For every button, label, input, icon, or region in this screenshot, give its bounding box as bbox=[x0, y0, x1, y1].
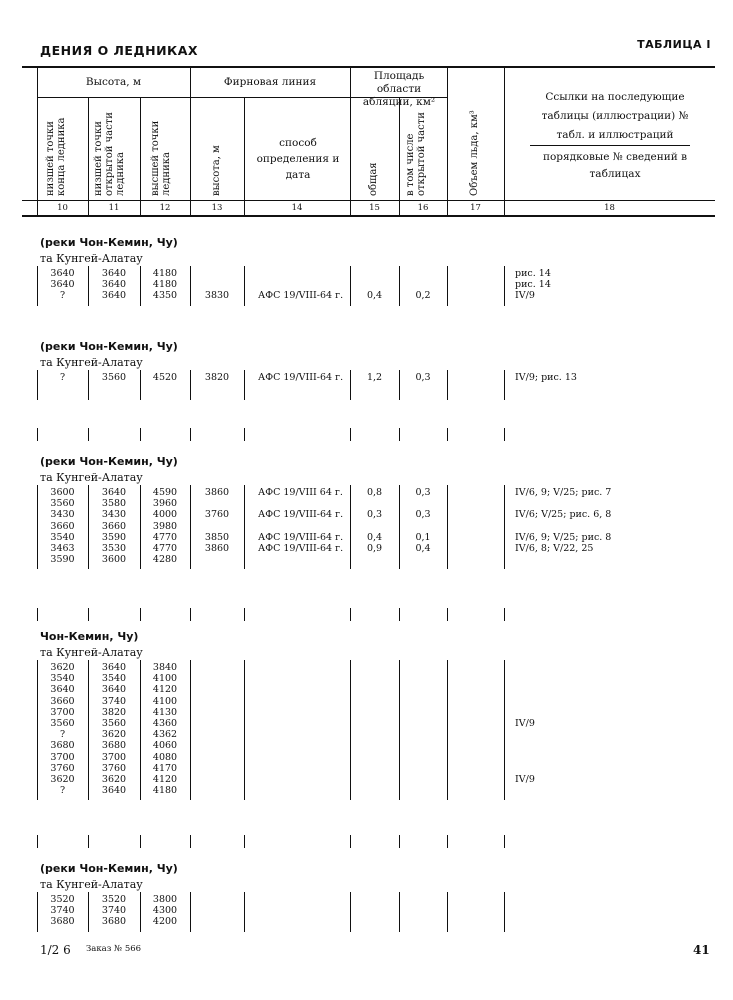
table-cell: 3590 bbox=[50, 554, 75, 566]
separator-tick bbox=[447, 835, 448, 848]
table-cell: 3860 bbox=[204, 487, 230, 498]
table-cell: 0,1 bbox=[415, 531, 431, 543]
table-cell: 0,3 bbox=[415, 372, 431, 383]
height-group-rule bbox=[37, 97, 190, 98]
table-cell: 0,9 bbox=[366, 543, 383, 554]
col13-header: высота, м bbox=[211, 145, 222, 196]
separator-tick bbox=[190, 608, 191, 621]
column-rule bbox=[447, 370, 448, 400]
table-cell: 4520 bbox=[152, 372, 178, 383]
table-cell: 3640 bbox=[101, 268, 127, 279]
section-subtitle: та Кунгей-Алатау bbox=[40, 356, 143, 369]
table-cell: 3760 bbox=[50, 762, 75, 774]
table-cell: 3660 bbox=[101, 520, 127, 532]
column-rule bbox=[504, 892, 505, 932]
table-cell: 0,3 bbox=[366, 509, 383, 521]
table-cell: 3430 bbox=[101, 509, 127, 521]
separator-tick bbox=[504, 428, 505, 441]
reference-cell: IV/6, 8; V/22, 25 bbox=[515, 543, 594, 554]
separator-tick bbox=[37, 428, 38, 441]
table-cell: 3700 bbox=[50, 751, 75, 763]
col-divider bbox=[350, 66, 351, 216]
separator-tick bbox=[350, 835, 351, 848]
table-cell: 3560 bbox=[101, 372, 127, 383]
table-cell: 4120 bbox=[152, 774, 178, 785]
table-cell: ? bbox=[59, 785, 66, 797]
table-cell: 3640 bbox=[101, 684, 127, 696]
reference-cell: IV/9 bbox=[515, 774, 535, 785]
table-cell: 0,3 bbox=[415, 509, 431, 521]
table-cell: 4100 bbox=[152, 673, 178, 685]
column-rule bbox=[447, 485, 448, 569]
table-cell: 3600 bbox=[101, 554, 127, 566]
table-cell: 3680 bbox=[101, 740, 127, 752]
table-cell: 3620 bbox=[50, 774, 75, 785]
table-cell: 3830 bbox=[204, 290, 230, 302]
section-subtitle: та Кунгей-Алатау bbox=[40, 252, 143, 265]
section-subtitle: та Кунгей-Алатау bbox=[40, 471, 143, 484]
table-cell: 1,2 bbox=[366, 372, 383, 383]
refs-split-rule bbox=[530, 145, 690, 146]
column-rule bbox=[447, 892, 448, 932]
table-cell: 3463 bbox=[50, 543, 75, 554]
table-cell: 3680 bbox=[50, 740, 75, 752]
table-cell: 3760 bbox=[101, 762, 127, 774]
col14-header: способ определения и дата bbox=[256, 137, 340, 181]
col18-header-bottom: порядковые № сведений в таблицах bbox=[542, 151, 688, 180]
table-cell: 0,4 bbox=[366, 290, 383, 302]
section-subtitle: та Кунгей-Алатау bbox=[40, 646, 143, 659]
table-cell: 3600 bbox=[50, 487, 75, 498]
table-cell: 3660 bbox=[50, 695, 75, 707]
col-number: 17 bbox=[470, 203, 481, 213]
col-number: 16 bbox=[417, 203, 429, 213]
separator-tick bbox=[88, 835, 89, 848]
col-number: 11 bbox=[108, 203, 120, 213]
table-cell: 4300 bbox=[152, 905, 178, 917]
table-cell: 4130 bbox=[152, 706, 178, 718]
table-cell: 4770 bbox=[152, 543, 178, 554]
reference-cell: IV/9; рис. 13 bbox=[515, 372, 577, 383]
table-cell: 4180 bbox=[152, 279, 178, 291]
column-rule bbox=[504, 485, 505, 569]
col10-header: низшей точки конца ледника bbox=[45, 117, 67, 196]
table-cell: ? bbox=[59, 372, 66, 383]
table-cell: 3520 bbox=[101, 894, 127, 905]
table-top-rule bbox=[22, 66, 715, 68]
table-cell: 3760 bbox=[204, 509, 230, 521]
col-number: 12 bbox=[159, 203, 171, 213]
table-cell: 3680 bbox=[101, 916, 127, 928]
table-cell: 4180 bbox=[152, 268, 178, 279]
section-subtitle: та Кунгей-Алатау bbox=[40, 878, 143, 891]
table-cell: 4000 bbox=[152, 509, 178, 521]
reference-cell: IV/6, 9; V/25; рис. 7 bbox=[515, 487, 612, 498]
separator-tick bbox=[88, 608, 89, 621]
table-cell: 4360 bbox=[152, 718, 178, 729]
separator-tick bbox=[244, 428, 245, 441]
column-rule bbox=[190, 892, 191, 932]
col12-header: высшей точки ледника bbox=[150, 120, 172, 196]
table-cell: 3540 bbox=[101, 673, 127, 685]
table-cell: 3740 bbox=[50, 905, 75, 917]
separator-tick bbox=[140, 608, 141, 621]
table-cell: 3560 bbox=[50, 498, 75, 510]
table-cell: 3620 bbox=[101, 774, 127, 785]
column-rule bbox=[504, 370, 505, 400]
table-cell: 4060 bbox=[152, 740, 178, 752]
table-cell: 3640 bbox=[101, 662, 127, 673]
column-rule bbox=[190, 660, 191, 800]
table-cell: АФС 19/VIII-64 г. bbox=[258, 372, 344, 383]
table-cell: 3640 bbox=[50, 279, 75, 291]
separator-tick bbox=[399, 835, 400, 848]
col-divider bbox=[504, 66, 505, 216]
col-divider bbox=[399, 97, 400, 216]
footer-order: Заказ № 566 bbox=[86, 944, 142, 954]
column-rule bbox=[447, 266, 448, 306]
column-rule bbox=[244, 485, 245, 569]
col-number: 18 bbox=[604, 203, 615, 213]
separator-tick bbox=[399, 608, 400, 621]
table-cell: 4590 bbox=[152, 487, 178, 498]
separator-tick bbox=[244, 835, 245, 848]
table-cell: 3560 bbox=[50, 718, 75, 729]
section-title: (реки Чон-Кемин, Чу) bbox=[40, 455, 178, 468]
table-cell: АФС 19/VIII-64 г. bbox=[258, 290, 344, 302]
column-rule bbox=[244, 370, 245, 400]
table-cell: 3520 bbox=[50, 894, 75, 905]
table-cell: 0,2 bbox=[415, 290, 431, 302]
table-cell: 3640 bbox=[101, 290, 127, 302]
column-rule bbox=[447, 660, 448, 800]
table-cell: 3590 bbox=[101, 531, 127, 543]
col11-header: низшей точки открытой части ледника bbox=[93, 112, 126, 196]
table-cell: 0,3 bbox=[415, 487, 431, 498]
table-cell: 3840 bbox=[152, 662, 178, 673]
table-cell: АФС 19/VIII-64 г. bbox=[258, 509, 344, 521]
section-title: (реки Чон-Кемин, Чу) bbox=[40, 340, 178, 353]
page-number: 41 bbox=[693, 943, 710, 957]
section-title: (реки Чон-Кемин, Чу) bbox=[40, 236, 178, 249]
table-cell: 3540 bbox=[50, 531, 75, 543]
column-rule bbox=[399, 892, 400, 932]
col-number: 14 bbox=[291, 203, 303, 213]
table-cell: ? bbox=[59, 290, 66, 302]
table-cell: 4100 bbox=[152, 695, 178, 707]
table-cell: 3640 bbox=[101, 785, 127, 797]
separator-tick bbox=[190, 835, 191, 848]
separator-tick bbox=[399, 428, 400, 441]
table-cell: 3820 bbox=[204, 372, 230, 383]
table-cell: 3980 bbox=[152, 520, 178, 532]
separator-tick bbox=[350, 608, 351, 621]
separator-tick bbox=[244, 608, 245, 621]
table-cell: 3700 bbox=[50, 706, 75, 718]
column-rule bbox=[504, 660, 505, 800]
table-cell: 4280 bbox=[152, 554, 178, 566]
section-title: Чон-Кемин, Чу) bbox=[40, 630, 139, 643]
separator-tick bbox=[350, 428, 351, 441]
table-cell: 3820 bbox=[101, 706, 127, 718]
table-cell: 0,4 bbox=[366, 531, 383, 543]
separator-tick bbox=[504, 608, 505, 621]
table-cell: 3640 bbox=[50, 268, 75, 279]
column-rule bbox=[350, 892, 351, 932]
table-cell: 4362 bbox=[152, 729, 178, 741]
column-rule bbox=[244, 892, 245, 932]
table-cell: 4170 bbox=[152, 762, 178, 774]
separator-tick bbox=[447, 608, 448, 621]
table-cell: 3620 bbox=[50, 662, 75, 673]
col15-header: общая bbox=[368, 162, 379, 196]
table-cell: 3800 bbox=[152, 894, 178, 905]
table-cell: АФС 19/VIII 64 г. bbox=[258, 487, 343, 498]
table-header-rule bbox=[22, 200, 715, 201]
separator-tick bbox=[504, 835, 505, 848]
column-rule bbox=[399, 660, 400, 800]
column-rule bbox=[504, 266, 505, 306]
page-title: ДЕНИЯ О ЛЕДНИКАХ bbox=[40, 43, 199, 58]
section-title: (реки Чон-Кемин, Чу) bbox=[40, 862, 178, 875]
table-cell: 3660 bbox=[50, 520, 75, 532]
separator-tick bbox=[190, 428, 191, 441]
table-cell: 3620 bbox=[101, 729, 127, 741]
col-divider bbox=[88, 97, 89, 216]
separator-tick bbox=[88, 428, 89, 441]
reference-cell: IV/6, 9; V/25; рис. 8 bbox=[515, 531, 612, 543]
reference-cell: IV/9 bbox=[515, 290, 535, 302]
col-divider bbox=[244, 97, 245, 216]
table-cell: АФС 19/VIII-64 г. bbox=[258, 531, 344, 543]
table-cell: 3540 bbox=[50, 673, 75, 685]
col-divider bbox=[447, 66, 448, 216]
table-cell: 3640 bbox=[50, 684, 75, 696]
table-cell: ? bbox=[59, 729, 66, 741]
table-cell: 3640 bbox=[101, 279, 127, 291]
table-cell: 3530 bbox=[101, 543, 127, 554]
table-cell: 4770 bbox=[152, 531, 178, 543]
table-cell: 3680 bbox=[50, 916, 75, 928]
table-cell: 3430 bbox=[50, 509, 75, 521]
table-cell: 4180 bbox=[152, 785, 178, 797]
table-cell: АФС 19/VIII-64 г. bbox=[258, 543, 344, 554]
column-rule bbox=[244, 660, 245, 800]
separator-tick bbox=[37, 608, 38, 621]
table-cell: 4080 bbox=[152, 751, 178, 763]
firn-group-header: Фирновая линия bbox=[223, 76, 317, 88]
col-number: 13 bbox=[211, 203, 223, 213]
col-divider bbox=[140, 97, 141, 216]
separator-tick bbox=[140, 428, 141, 441]
table-cell: 0,8 bbox=[366, 487, 383, 498]
table-cell: 3860 bbox=[204, 543, 230, 554]
firn-group-rule bbox=[190, 97, 350, 98]
area-group-header: Площадь области абляции, км² bbox=[362, 70, 436, 108]
height-group-header: Высота, м bbox=[85, 76, 142, 88]
column-rule bbox=[350, 660, 351, 800]
table-cell: 4120 bbox=[152, 684, 178, 696]
col-number: 10 bbox=[57, 203, 68, 213]
table-cell: 0,4 bbox=[415, 543, 431, 554]
separator-tick bbox=[140, 835, 141, 848]
reference-cell: IV/9 bbox=[515, 718, 535, 729]
reference-cell: рис. 14 bbox=[515, 268, 551, 279]
table-cell: 3850 bbox=[204, 531, 230, 543]
table-cell: 3640 bbox=[101, 487, 127, 498]
table-number-rule bbox=[22, 215, 715, 217]
table-cell: 3700 bbox=[101, 751, 127, 763]
separator-tick bbox=[37, 835, 38, 848]
table-cell: 3740 bbox=[101, 695, 127, 707]
footer-signature: 1/2 6 bbox=[40, 943, 71, 957]
col-number: 15 bbox=[369, 203, 380, 213]
col17-header: Объем льда, км³ bbox=[469, 110, 480, 196]
table-cell: 3560 bbox=[101, 718, 127, 729]
col16-header: в том числе открытой части bbox=[405, 112, 427, 196]
reference-cell: IV/6; V/25; рис. 6, 8 bbox=[515, 509, 612, 521]
table-cell: 3580 bbox=[101, 498, 127, 510]
table-cell: 3960 bbox=[152, 498, 178, 510]
column-rule bbox=[244, 266, 245, 306]
table-cell: 4350 bbox=[152, 290, 178, 302]
table-cell: 3740 bbox=[101, 905, 127, 917]
reference-cell: рис. 14 bbox=[515, 279, 551, 291]
col18-header-top: Ссылки на последующие таблицы (иллюстрации) № табл. и иллюстраций bbox=[541, 91, 689, 141]
table-cell: 4200 bbox=[152, 916, 178, 928]
table-label: ТАБЛИЦА I bbox=[637, 38, 711, 51]
separator-tick bbox=[447, 428, 448, 441]
